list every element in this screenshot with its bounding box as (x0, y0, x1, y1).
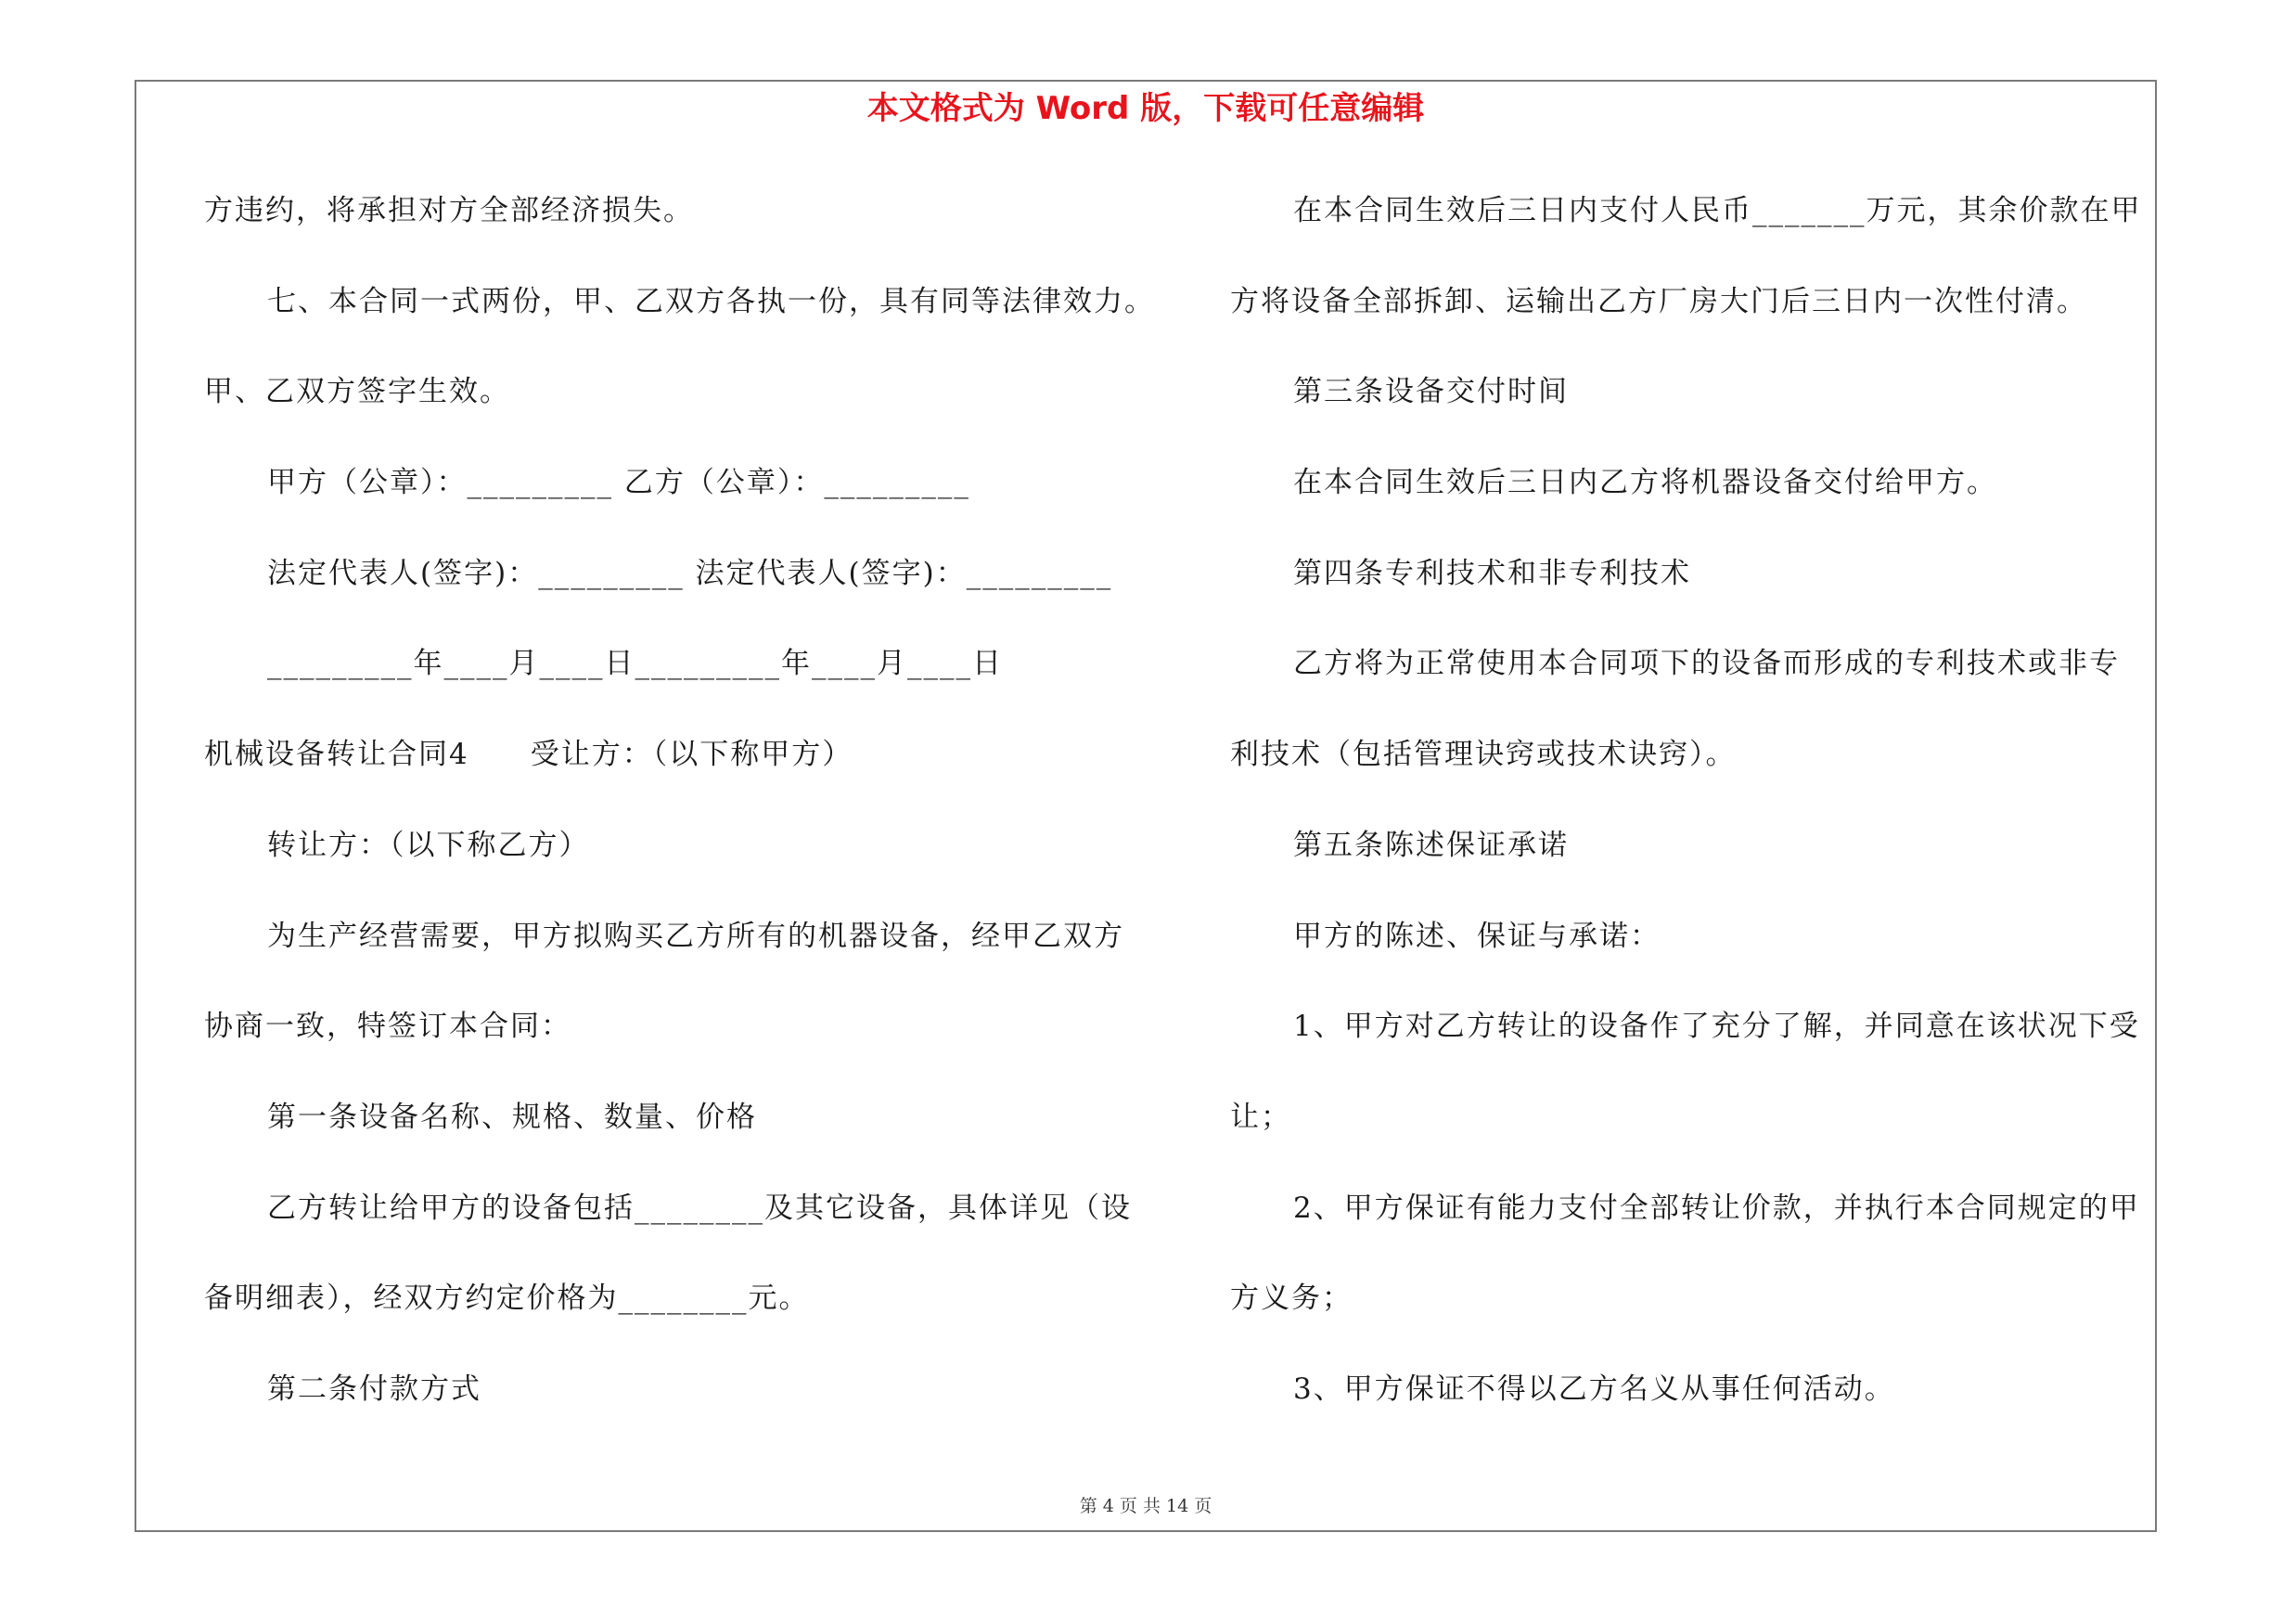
paragraph-line: 在本合同生效后三日内支付人民币_______万元，其余价款在甲 (1293, 194, 2142, 227)
paragraph-line: 第一条设备名称、规格、数量、价格 (267, 1100, 757, 1134)
paragraph-line: 甲、乙双方签字生效。 (204, 375, 510, 409)
paragraph-line: _________年____月____日_________年____月____日 (267, 647, 1003, 681)
paragraph-line: 方违约，将承担对方全部经济损失。 (204, 194, 694, 227)
paragraph-line: 3、甲方保证不得以乙方名义从事任何活动。 (1293, 1372, 1895, 1406)
paragraph-line: 七、本合同一式两份，甲、乙双方各执一份，具有同等法律效力。 (267, 284, 1155, 318)
paragraph-line: 第二条付款方式 (267, 1372, 481, 1406)
right-column (1230, 186, 2148, 1455)
paragraph-line: 乙方转让给甲方的设备包括________及其它设备，具体详见（设 (267, 1191, 1132, 1225)
paragraph-line: 机械设备转让合同4 受让方：（以下称甲方） (204, 738, 853, 772)
paragraph-line: 方义务； (1230, 1282, 1353, 1316)
paragraph-line: 让； (1230, 1100, 1291, 1134)
paragraph-line: 为生产经营需要，甲方拟购买乙方所有的机器设备，经甲乙双方 (267, 919, 1124, 953)
paragraph-line: 第五条陈述保证承诺 (1293, 828, 1569, 862)
paragraph-line: 乙方将为正常使用本合同项下的设备而形成的专利技术或非专 (1293, 647, 2120, 681)
paragraph-line: 协商一致，特签订本合同： (204, 1010, 571, 1044)
paragraph-line: 第四条专利技术和非专利技术 (1293, 556, 1691, 590)
paragraph-line: 方将设备全部拆卸、运输出乙方厂房大门后三日内一次性付清。 (1230, 284, 2087, 318)
paragraph-line: 转让方：（以下称乙方） (267, 828, 590, 862)
paragraph-line: 甲方（公章）：_________ 乙方（公章）：_________ (267, 466, 970, 500)
paragraph-line: 备明细表），经双方约定价格为________元。 (204, 1282, 810, 1316)
left-column (204, 186, 1187, 1455)
page-footer: 第 4 页 共 14 页 (1079, 1496, 1212, 1516)
paragraph-line: 1、甲方对乙方转让的设备作了充分了解，并同意在该状况下受 (1293, 1010, 2140, 1044)
paragraph-line: 2、甲方保证有能力支付全部转让价款，并执行本合同规定的甲 (1293, 1191, 2140, 1225)
paragraph-line: 第三条设备交付时间 (1293, 375, 1569, 409)
paragraph-line: 利技术（包括管理诀窍或技术诀窍）。 (1230, 738, 1737, 772)
paragraph-line: 法定代表人(签字)：_________ 法定代表人(签字)：_________ (267, 556, 1113, 590)
paragraph-line: 甲方的陈述、保证与承诺： (1293, 919, 1661, 953)
format-banner: 本文格式为 Word 版，下载可任意编辑 (866, 90, 1425, 127)
paragraph-line: 在本合同生效后三日内乙方将机器设备交付给甲方。 (1293, 466, 1997, 500)
